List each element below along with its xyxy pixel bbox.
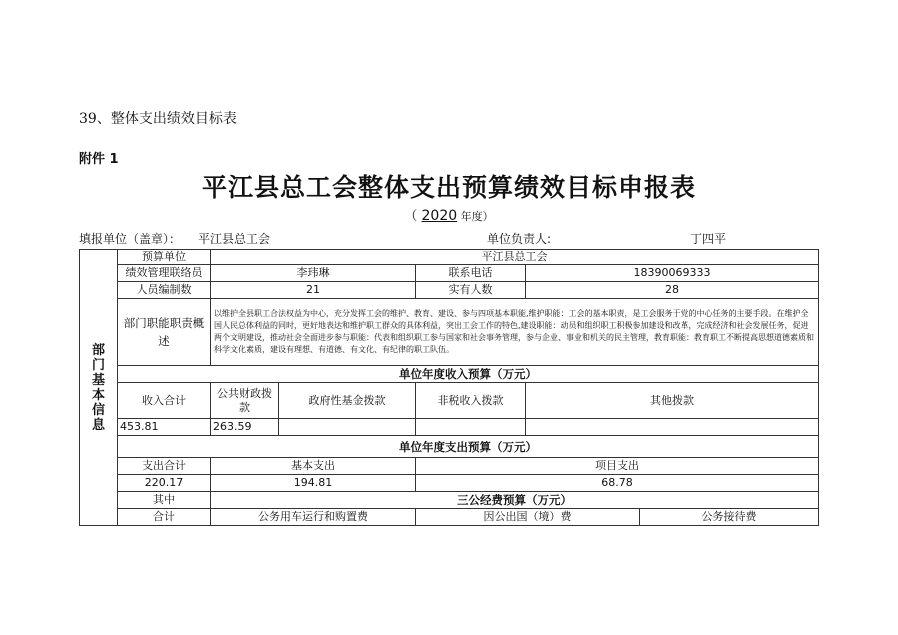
year-open: （	[404, 209, 422, 224]
income-header-other: 其他拨款	[526, 383, 819, 419]
contact-label: 绩效管理联络员	[118, 265, 211, 282]
expense-total-value: 220.17	[118, 475, 211, 492]
income-header-fund: 政府性基金拨款	[279, 383, 416, 419]
year-value: 2020	[421, 208, 458, 224]
income-public-value: 263.59	[211, 419, 279, 436]
budget-unit-value: 平江县总工会	[211, 250, 819, 265]
year-unit: 年度）	[457, 210, 494, 223]
budget-unit-label: 预算单位	[118, 250, 211, 265]
income-total-value: 453.81	[118, 419, 211, 436]
actual-staff-value: 28	[526, 282, 819, 299]
table-row	[80, 509, 819, 526]
attachment-label: 附件 1	[79, 152, 119, 167]
expense-section-title: 单位年度支出预算（万元）	[118, 436, 819, 458]
phone-value: 18390069333	[526, 265, 819, 282]
expense-project-value: 68.78	[416, 475, 819, 492]
staff-quota-label: 人员编制数	[118, 282, 211, 299]
sangong-header-abroad: 因公出国（境）费	[416, 509, 640, 526]
unit-leader-label: 单位负责人:	[487, 232, 552, 246]
actual-staff-label: 实有人数	[416, 282, 526, 299]
income-other-value	[526, 419, 819, 436]
section-vertical-label: 部门基本信息	[80, 250, 118, 526]
staff-quota-value: 21	[211, 282, 416, 299]
table-row	[80, 458, 819, 475]
income-nontax-value	[416, 419, 526, 436]
phone-label: 联系电话	[416, 265, 526, 282]
income-section-title: 单位年度收入预算（万元）	[118, 366, 819, 383]
table-row	[80, 383, 819, 419]
income-header-total: 收入合计	[118, 383, 211, 419]
table-row	[80, 282, 819, 299]
year-line	[0, 205, 898, 224]
filing-unit-label: 填报单位（盖章）：	[79, 232, 182, 246]
budget-form-table	[79, 249, 819, 526]
table-row	[80, 366, 819, 383]
page-heading: 39、整体支出绩效目标表	[79, 111, 237, 127]
contact-value: 李玮琳	[211, 265, 416, 282]
income-header-public: 公共财政拨款	[211, 383, 279, 419]
table-row	[80, 299, 819, 366]
income-header-nontax: 非税收入拨款	[416, 383, 526, 419]
table-row	[80, 265, 819, 282]
expense-header-total: 支出合计	[118, 458, 211, 475]
income-fund-value	[279, 419, 416, 436]
form-title: 平江县总工会整体支出预算绩效目标申报表	[201, 173, 696, 202]
table-row	[80, 492, 819, 509]
of-which-label: 其中	[118, 492, 211, 509]
filing-unit-value: 平江县总工会	[198, 232, 271, 246]
duties-label: 部门职能职责概述	[118, 299, 211, 366]
duties-text: 以维护全县职工合法权益为中心，充分发挥工会的维护、教育、建设、参与四项基本职能,维护职能：工会的基本职责，是工会服务于党的中心任务的主要手段。在维护全国人民总体利益的同时，更好地表达和维护职工群众的具体利益，突出工会工作的特色,建设职能：动员和组织职工积极参加建设和改革，完成经济和社会发展任务，促进两个文明建设，推动社会全面进步参与职能：代表和组织职工参与国家和社会事务管理，参与企业、事业和机关的民主管理，教育职能：教育职工不断提高思想道德素质和科学文化素质，建设有理想、有道德、有文化、有纪律的职工队伍。	[211, 299, 819, 366]
table-row	[80, 475, 819, 492]
unit-leader-value: 丁四平	[690, 232, 727, 246]
expense-basic-value: 194.81	[211, 475, 416, 492]
table-row	[80, 436, 819, 458]
table-row	[80, 419, 819, 436]
sangong-section-title: 三公经费预算（万元）	[211, 492, 819, 509]
sangong-header-reception: 公务接待费	[640, 509, 819, 526]
table-row	[80, 250, 819, 265]
sangong-header-total: 合计	[118, 509, 211, 526]
expense-header-project: 项目支出	[416, 458, 819, 475]
sangong-header-vehicle: 公务用车运行和购置费	[211, 509, 416, 526]
expense-header-basic: 基本支出	[211, 458, 416, 475]
